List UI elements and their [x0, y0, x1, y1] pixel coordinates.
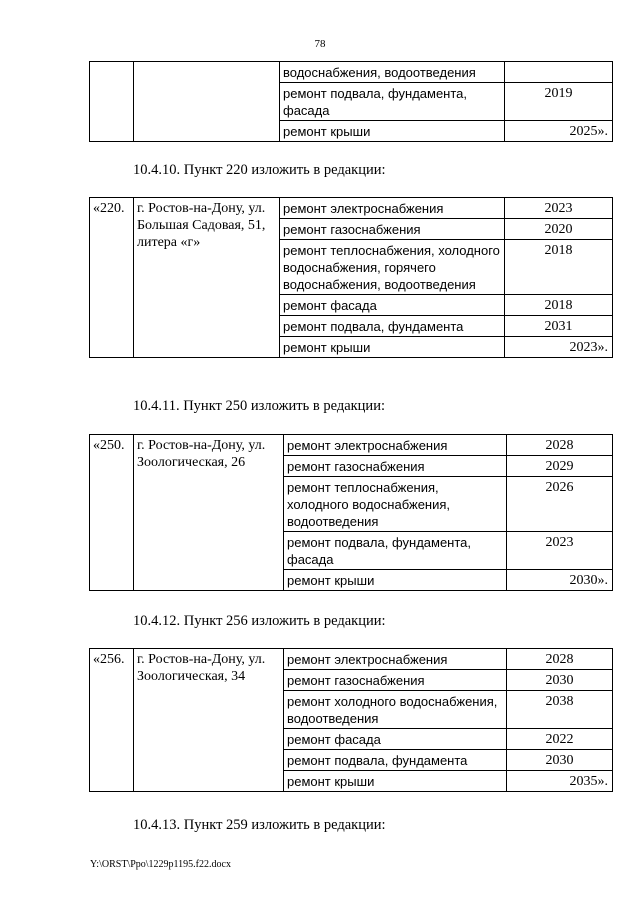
page-number: 78	[314, 38, 326, 50]
year-cell: 2018	[505, 240, 613, 295]
year-cell: 2018	[505, 295, 613, 316]
work-cell: ремонт крыши	[280, 121, 505, 142]
year-cell: 2028	[507, 649, 613, 670]
continuation-table	[89, 61, 613, 142]
table-row	[90, 198, 613, 219]
year-cell: 2030	[507, 670, 613, 691]
year-cell: 2023».	[505, 337, 613, 358]
year-cell: 2028	[507, 435, 613, 456]
year-cell	[505, 62, 613, 83]
year-cell: 2035».	[507, 771, 613, 792]
number-cell: «220.	[90, 198, 134, 358]
work-cell: ремонт фасада	[284, 729, 507, 750]
year-cell: 2022	[507, 729, 613, 750]
work-cell: ремонт подвала, фундамента	[284, 750, 507, 771]
address-cell: г. Ростов-на-Дону, ул. Зоологическая, 34	[134, 649, 284, 792]
work-cell: ремонт газоснабжения	[280, 219, 505, 240]
table-row	[90, 62, 613, 83]
year-cell: 2023	[505, 198, 613, 219]
number-cell	[90, 62, 134, 142]
address-cell: г. Ростов-на-Дону, ул. Большая Садовая, 51, литера «г»	[134, 198, 280, 358]
work-cell: ремонт крыши	[280, 337, 505, 358]
year-cell: 2023	[507, 532, 613, 570]
year-cell: 2025».	[505, 121, 613, 142]
year-cell: 2038	[507, 691, 613, 729]
file-path-footer: Y:\ORST\Ppo\1229p1195.f22.docx	[90, 859, 231, 870]
section-heading: 10.4.12. Пункт 256 изложить в редакции:	[133, 613, 386, 629]
work-cell: ремонт теплоснабжения, холодного водоснабжения, водоотведения	[284, 477, 507, 532]
year-cell: 2019	[505, 83, 613, 121]
work-cell: ремонт подвала, фундамента, фасада	[284, 532, 507, 570]
section-heading: 10.4.13. Пункт 259 изложить в редакции:	[133, 817, 386, 833]
work-cell: ремонт фасада	[280, 295, 505, 316]
work-cell: ремонт подвала, фундамента	[280, 316, 505, 337]
section-heading: 10.4.11. Пункт 250 изложить в редакции:	[133, 398, 385, 414]
work-cell: ремонт крыши	[284, 771, 507, 792]
table-row	[90, 649, 613, 670]
number-cell: «256.	[90, 649, 134, 792]
work-cell: ремонт теплоснабжения, холодного водоснабжения, горячего водоснабжения, водоотведения	[280, 240, 505, 295]
work-cell: ремонт электроснабжения	[284, 649, 507, 670]
table-row	[90, 435, 613, 456]
section-table	[89, 197, 613, 358]
work-cell: ремонт электроснабжения	[284, 435, 507, 456]
year-cell: 2030	[507, 750, 613, 771]
year-cell: 2020	[505, 219, 613, 240]
work-cell: ремонт крыши	[284, 570, 507, 591]
work-cell: водоснабжения, водоотведения	[280, 62, 505, 83]
section-table	[89, 648, 613, 792]
section-heading: 10.4.10. Пункт 220 изложить в редакции:	[133, 162, 386, 178]
number-cell: «250.	[90, 435, 134, 591]
work-cell: ремонт газоснабжения	[284, 456, 507, 477]
year-cell: 2030».	[507, 570, 613, 591]
year-cell: 2029	[507, 456, 613, 477]
work-cell: ремонт подвала, фундамента, фасада	[280, 83, 505, 121]
year-cell: 2026	[507, 477, 613, 532]
address-cell	[134, 62, 280, 142]
address-cell: г. Ростов-на-Дону, ул. Зоологическая, 26	[134, 435, 284, 591]
section-table	[89, 434, 613, 591]
work-cell: ремонт электроснабжения	[280, 198, 505, 219]
year-cell: 2031	[505, 316, 613, 337]
work-cell: ремонт холодного водоснабжения, водоотведения	[284, 691, 507, 729]
work-cell: ремонт газоснабжения	[284, 670, 507, 691]
